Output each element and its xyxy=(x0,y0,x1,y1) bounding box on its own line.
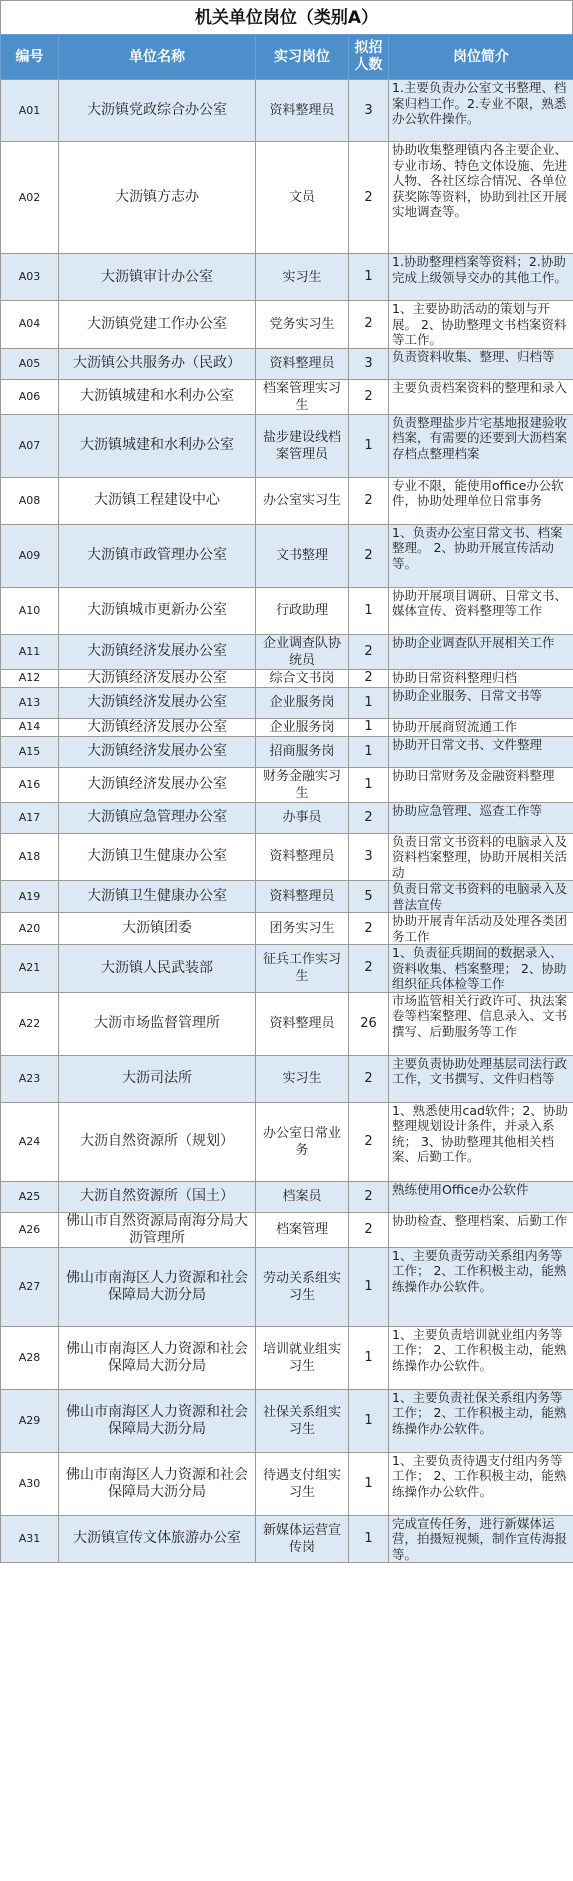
table-row xyxy=(1,736,573,767)
cell-desc: 1、主要负责社保关系组内务等工作； 2、工作积极主动，能熟练操作办公软件。 xyxy=(389,1389,573,1452)
cell-desc: 1.主要负责办公室文书整理、档案归档工作。2.专业不限，熟悉办公软件操作。 xyxy=(389,80,573,142)
cell-desc: 1、负责征兵期间的数据录入、资料收集、档案整理； 2、协助组织征兵体检等工作 xyxy=(389,945,573,993)
cell-unit: 大沥镇经济发展办公室 xyxy=(59,767,256,802)
table-row xyxy=(1,992,573,1055)
table-row xyxy=(1,634,573,669)
cell-code: A09 xyxy=(1,524,59,587)
cell-count: 1 xyxy=(349,587,389,634)
cell-count: 1 xyxy=(349,767,389,802)
cell-unit: 大沥镇公共服务办（民政） xyxy=(59,348,256,379)
cell-desc: 协助开展青年活动及处理各类团务工作 xyxy=(389,913,573,945)
table-row xyxy=(1,1247,573,1326)
table-row xyxy=(1,587,573,634)
cell-unit: 大沥自然资源所（规划） xyxy=(59,1102,256,1181)
cell-desc: 协助日常财务及金融资料整理 xyxy=(389,767,573,802)
cell-post: 资料整理员 xyxy=(256,348,349,379)
table-row xyxy=(1,913,573,945)
cell-unit: 大沥镇经济发展办公室 xyxy=(59,736,256,767)
cell-post: 企业服务岗 xyxy=(256,687,349,718)
cell-code: A14 xyxy=(1,718,59,736)
cell-post: 盐步建设线档案管理员 xyxy=(256,414,349,477)
cell-unit: 大沥镇团委 xyxy=(59,913,256,945)
cell-count: 1 xyxy=(349,254,389,301)
cell-desc: 协助日常资料整理归档 xyxy=(389,669,573,687)
cell-post: 新媒体运营宣传岗 xyxy=(256,1515,349,1563)
cell-code: A05 xyxy=(1,348,59,379)
table-row xyxy=(1,524,573,587)
cell-desc: 协助企业调查队开展相关工作 xyxy=(389,634,573,669)
cell-count: 1 xyxy=(349,736,389,767)
table-row xyxy=(1,687,573,718)
cell-unit: 佛山市南海区人力资源和社会保障局大沥分局 xyxy=(59,1452,256,1515)
cell-code: A22 xyxy=(1,992,59,1055)
cell-count: 2 xyxy=(349,142,389,254)
cell-count: 2 xyxy=(349,1055,389,1102)
cell-code: A02 xyxy=(1,142,59,254)
cell-code: A18 xyxy=(1,833,59,881)
cell-desc: 1、主要负责培训就业组内务等工作； 2、工作积极主动，能熟练操作办公软件。 xyxy=(389,1326,573,1389)
table-row xyxy=(1,767,573,802)
cell-count: 2 xyxy=(349,524,389,587)
cell-post: 档案员 xyxy=(256,1181,349,1212)
cell-code: A03 xyxy=(1,254,59,301)
cell-desc: 1、熟悉使用cad软件；2、协助整理规划设计条件，并录入系统； 3、协助整理其他相关档案、后勤工作。 xyxy=(389,1102,573,1181)
cell-unit: 大沥镇经济发展办公室 xyxy=(59,634,256,669)
cell-post: 资料整理员 xyxy=(256,881,349,913)
cell-post: 财务金融实习生 xyxy=(256,767,349,802)
table-row xyxy=(1,1452,573,1515)
cell-desc: 负责日常文书资料的电脑录入及资料档案整理，协助开展相关活动 xyxy=(389,833,573,881)
cell-post: 办事员 xyxy=(256,802,349,833)
table-row xyxy=(1,414,573,477)
table-row xyxy=(1,669,573,687)
cell-code: A15 xyxy=(1,736,59,767)
table-row xyxy=(1,945,573,993)
table-row xyxy=(1,1102,573,1181)
cell-count: 2 xyxy=(349,477,389,524)
cell-code: A11 xyxy=(1,634,59,669)
cell-code: A04 xyxy=(1,301,59,349)
table-row xyxy=(1,1212,573,1247)
cell-count: 1 xyxy=(349,1515,389,1563)
cell-count: 1 xyxy=(349,1247,389,1326)
cell-count: 2 xyxy=(349,1102,389,1181)
cell-post: 征兵工作实习生 xyxy=(256,945,349,993)
cell-post: 企业服务岗 xyxy=(256,718,349,736)
cell-unit: 大沥镇方志办 xyxy=(59,142,256,254)
cell-code: A28 xyxy=(1,1326,59,1389)
cell-code: A06 xyxy=(1,379,59,414)
cell-count: 2 xyxy=(349,913,389,945)
cell-post: 资料整理员 xyxy=(256,833,349,881)
cell-desc: 熟练使用Office办公软件 xyxy=(389,1181,573,1212)
cell-unit: 大沥镇卫生健康办公室 xyxy=(59,833,256,881)
table-row xyxy=(1,301,573,349)
cell-unit: 大沥市场监督管理所 xyxy=(59,992,256,1055)
table-row xyxy=(1,1055,573,1102)
cell-post: 资料整理员 xyxy=(256,992,349,1055)
cell-desc: 协助开展项目调研、日常文书、媒体宣传、资料整理等工作 xyxy=(389,587,573,634)
cell-unit: 大沥镇城市更新办公室 xyxy=(59,587,256,634)
cell-count: 1 xyxy=(349,1452,389,1515)
cell-count: 3 xyxy=(349,833,389,881)
cell-desc: 协助开展商贸流通工作 xyxy=(389,718,573,736)
header-code: 编号 xyxy=(1,35,59,80)
cell-code: A30 xyxy=(1,1452,59,1515)
cell-post: 办公室日常业务 xyxy=(256,1102,349,1181)
cell-code: A10 xyxy=(1,587,59,634)
cell-desc: 主要负责协助处理基层司法行政工作，文书撰写、文件归档等 xyxy=(389,1055,573,1102)
header-post: 实习岗位 xyxy=(256,35,349,80)
cell-desc: 协助应急管理、巡查工作等 xyxy=(389,802,573,833)
cell-post: 企业调查队协统员 xyxy=(256,634,349,669)
cell-post: 综合文书岗 xyxy=(256,669,349,687)
cell-unit: 大沥自然资源所（国土） xyxy=(59,1181,256,1212)
cell-code: A24 xyxy=(1,1102,59,1181)
cell-desc: 负责资料收集、整理、归档等 xyxy=(389,348,573,379)
cell-count: 2 xyxy=(349,1181,389,1212)
table-row xyxy=(1,881,573,913)
table-row xyxy=(1,254,573,301)
cell-code: A19 xyxy=(1,881,59,913)
cell-code: A20 xyxy=(1,913,59,945)
cell-code: A01 xyxy=(1,80,59,142)
cell-count: 2 xyxy=(349,634,389,669)
cell-post: 档案管理实习生 xyxy=(256,379,349,414)
table-row xyxy=(1,1181,573,1212)
cell-desc: 市场监管相关行政许可、执法案卷等档案整理、信息录入、文书撰写、后勤服务等工作 xyxy=(389,992,573,1055)
cell-post: 团务实习生 xyxy=(256,913,349,945)
cell-count: 2 xyxy=(349,945,389,993)
cell-desc: 协助收集整理镇内各主要企业、专业市场、特色文体设施、先进人物、各社区综合情况、各单位获奖陈等资料，协助到社区开展实地调查等。 xyxy=(389,142,573,254)
cell-unit: 大沥镇宣传文体旅游办公室 xyxy=(59,1515,256,1563)
cell-post: 党务实习生 xyxy=(256,301,349,349)
cell-unit: 佛山市南海区人力资源和社会保障局大沥分局 xyxy=(59,1389,256,1452)
cell-unit: 大沥司法所 xyxy=(59,1055,256,1102)
cell-desc: 1、主要负责待遇支付组内务等工作； 2、工作积极主动，能熟练操作办公软件。 xyxy=(389,1452,573,1515)
table-row xyxy=(1,80,573,142)
cell-count: 26 xyxy=(349,992,389,1055)
cell-unit: 大沥镇党政综合办公室 xyxy=(59,80,256,142)
table-row xyxy=(1,1515,573,1563)
cell-desc: 1.协助整理档案等资料；2.协助完成上级领导交办的其他工作。 xyxy=(389,254,573,301)
cell-count: 1 xyxy=(349,687,389,718)
cell-unit: 大沥镇卫生健康办公室 xyxy=(59,881,256,913)
cell-code: A23 xyxy=(1,1055,59,1102)
cell-unit: 大沥镇经济发展办公室 xyxy=(59,718,256,736)
cell-post: 社保关系组实习生 xyxy=(256,1389,349,1452)
cell-code: A27 xyxy=(1,1247,59,1326)
cell-count: 2 xyxy=(349,669,389,687)
cell-unit: 佛山市南海区人力资源和社会保障局大沥分局 xyxy=(59,1326,256,1389)
cell-post: 实习生 xyxy=(256,1055,349,1102)
table-row xyxy=(1,142,573,254)
cell-count: 1 xyxy=(349,414,389,477)
cell-count: 2 xyxy=(349,802,389,833)
cell-count: 3 xyxy=(349,348,389,379)
cell-post: 培训就业组实习生 xyxy=(256,1326,349,1389)
cell-desc: 协助企业服务、日常文书等 xyxy=(389,687,573,718)
cell-desc: 协助开日常文书、文件整理 xyxy=(389,736,573,767)
cell-unit: 大沥镇市政管理办公室 xyxy=(59,524,256,587)
positions-table xyxy=(0,34,573,1563)
table-row xyxy=(1,1326,573,1389)
cell-desc: 主要负责档案资料的整理和录入 xyxy=(389,379,573,414)
cell-code: A17 xyxy=(1,802,59,833)
header-unit: 单位名称 xyxy=(59,35,256,80)
table-row xyxy=(1,802,573,833)
cell-desc: 负责整理盐步片宅基地报建验收档案，有需要的还要到大沥档案存档点整理档案 xyxy=(389,414,573,477)
cell-code: A07 xyxy=(1,414,59,477)
cell-post: 待遇支付组实习生 xyxy=(256,1452,349,1515)
cell-code: A25 xyxy=(1,1181,59,1212)
cell-post: 资料整理员 xyxy=(256,80,349,142)
table-row xyxy=(1,477,573,524)
cell-code: A12 xyxy=(1,669,59,687)
cell-unit: 大沥镇城建和水利办公室 xyxy=(59,379,256,414)
table-body xyxy=(1,80,573,1563)
table-row xyxy=(1,833,573,881)
cell-desc: 专业不限，能使用office办公软件，协助处理单位日常事务 xyxy=(389,477,573,524)
cell-post: 文书整理 xyxy=(256,524,349,587)
cell-unit: 大沥镇应急管理办公室 xyxy=(59,802,256,833)
cell-unit: 佛山市自然资源局南海分局大沥管理所 xyxy=(59,1212,256,1247)
cell-count: 2 xyxy=(349,301,389,349)
cell-code: A21 xyxy=(1,945,59,993)
table-row xyxy=(1,379,573,414)
table-row xyxy=(1,348,573,379)
cell-post: 文员 xyxy=(256,142,349,254)
cell-post: 实习生 xyxy=(256,254,349,301)
cell-unit: 大沥镇城建和水利办公室 xyxy=(59,414,256,477)
cell-unit: 大沥镇人民武装部 xyxy=(59,945,256,993)
cell-count: 5 xyxy=(349,881,389,913)
cell-desc: 1、主要负责劳动关系组内务等工作； 2、工作积极主动，能熟练操作办公软件。 xyxy=(389,1247,573,1326)
cell-desc: 协助检查、整理档案、后勤工作 xyxy=(389,1212,573,1247)
cell-count: 2 xyxy=(349,1212,389,1247)
cell-count: 1 xyxy=(349,718,389,736)
cell-unit: 大沥镇审计办公室 xyxy=(59,254,256,301)
cell-desc: 完成宣传任务，进行新媒体运营，拍摄短视频，制作宣传海报等。 xyxy=(389,1515,573,1563)
cell-count: 1 xyxy=(349,1326,389,1389)
cell-post: 劳动关系组实习生 xyxy=(256,1247,349,1326)
header-desc: 岗位简介 xyxy=(389,35,573,80)
cell-code: A16 xyxy=(1,767,59,802)
cell-code: A08 xyxy=(1,477,59,524)
cell-count: 1 xyxy=(349,1389,389,1452)
cell-code: A31 xyxy=(1,1515,59,1563)
cell-desc: 负责日常文书资料的电脑录入及普法宣传 xyxy=(389,881,573,913)
cell-unit: 大沥镇经济发展办公室 xyxy=(59,669,256,687)
header-row xyxy=(1,35,573,80)
cell-desc: 1、主要协助活动的策划与开展。 2、协助整理文书档案资料等工作。 xyxy=(389,301,573,349)
header-count: 拟招人数 xyxy=(349,35,389,80)
cell-code: A13 xyxy=(1,687,59,718)
cell-count: 2 xyxy=(349,379,389,414)
cell-post: 行政助理 xyxy=(256,587,349,634)
cell-post: 档案管理 xyxy=(256,1212,349,1247)
cell-unit: 大沥镇工程建设中心 xyxy=(59,477,256,524)
cell-unit: 佛山市南海区人力资源和社会保障局大沥分局 xyxy=(59,1247,256,1326)
table-title: 机关单位岗位（类别A） xyxy=(0,0,573,34)
cell-post: 招商服务岗 xyxy=(256,736,349,767)
cell-code: A29 xyxy=(1,1389,59,1452)
cell-post: 办公室实习生 xyxy=(256,477,349,524)
cell-desc: 1、负责办公室日常文书、档案整理。 2、协助开展宣传活动等。 xyxy=(389,524,573,587)
table-row xyxy=(1,718,573,736)
cell-unit: 大沥镇经济发展办公室 xyxy=(59,687,256,718)
cell-unit: 大沥镇党建工作办公室 xyxy=(59,301,256,349)
cell-count: 3 xyxy=(349,80,389,142)
table-row xyxy=(1,1389,573,1452)
cell-code: A26 xyxy=(1,1212,59,1247)
